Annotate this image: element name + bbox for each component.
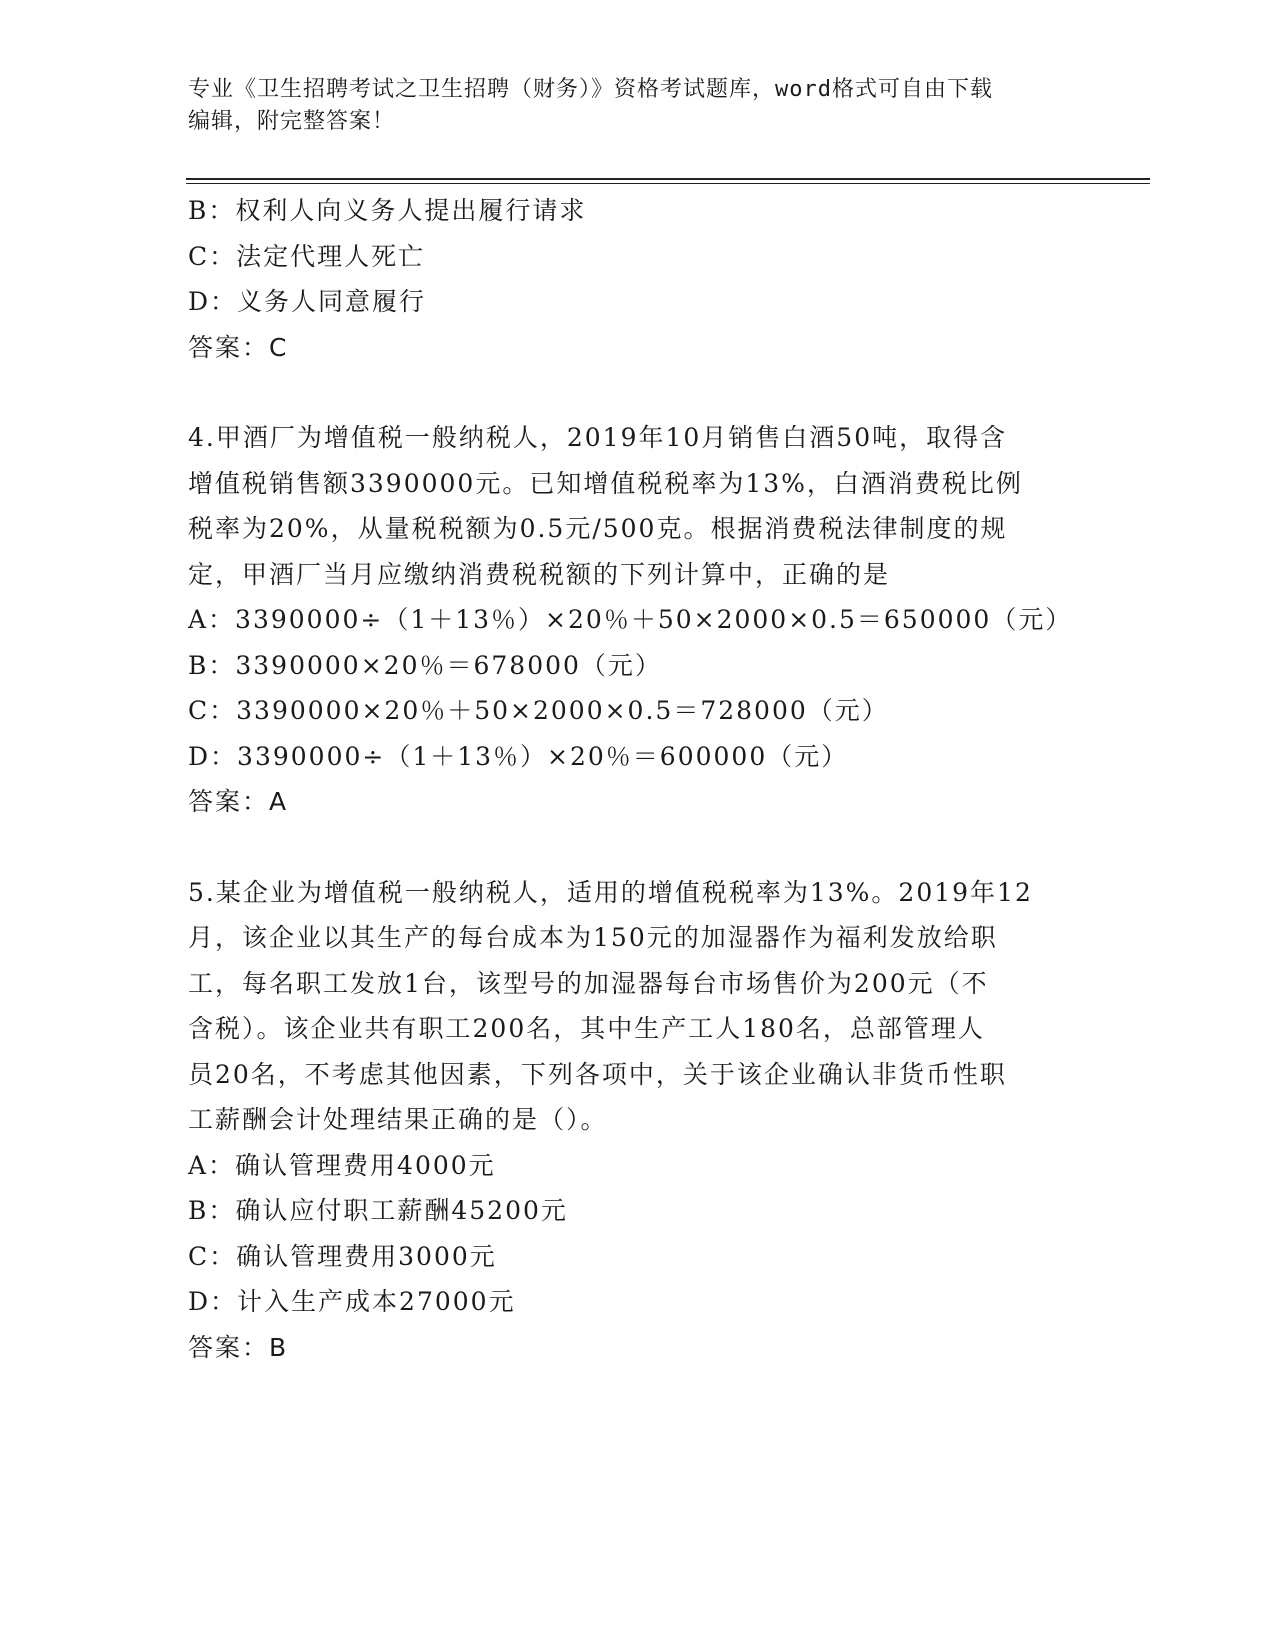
option-b: B：确认应付职工薪酬45200元 [188, 1196, 568, 1225]
option-d: D：计入生产成本27000元 [188, 1287, 516, 1316]
question-stem-line: 工，每名职工发放1台，该型号的加湿器每台市场售价为200元（不 [188, 968, 989, 998]
option-d: D：3390000÷（1＋13％）×20％＝600000（元） [188, 741, 849, 771]
document-header [188, 74, 1068, 138]
header-line-2: 编辑，附完整答案！ [188, 109, 396, 134]
question-stem-line: 含税）。该企业共有职工200名，其中生产工人180名，总部管理人 [188, 1014, 985, 1043]
option-c: C：3390000×20％＋50×2000×0.5＝728000（元） [188, 696, 889, 725]
option-b: B：权利人向义务人提出履行请求 [188, 196, 587, 225]
option-c: C：确认管理费用3000元 [188, 1241, 497, 1271]
question-stem-line: 5.某企业为增值税一般纳税人，适用的增值税税率为13%。2019年12 [188, 877, 1033, 907]
question-stem-line: 员20名，不考虑其他因素，下列各项中，关于该企业确认非货币性职 [188, 1059, 1007, 1089]
question-stem-line: 税率为20%，从量税税额为0.5元/500克。根据消费税法律制度的规 [188, 514, 1008, 543]
option-a: A：确认管理费用4000元 [188, 1150, 496, 1180]
document-body [188, 188, 1073, 1370]
option-a: A：3390000÷（1＋13％）×20％＋50×2000×0.5＝650000（元） [188, 605, 1073, 634]
header-divider-thin [186, 183, 1150, 184]
question-stem-line: 工薪酬会计处理结果正确的是（）。 [188, 1105, 608, 1134]
question-4 [188, 415, 1073, 825]
option-c: C：法定代理人死亡 [188, 241, 426, 271]
option-b: B：3390000×20％＝678000（元） [188, 650, 662, 680]
header-line-1: 专业《卫生招聘考试之卫生招聘（财务）》资格考试题库，word格式可自由下载 [188, 77, 993, 102]
question-stem-line: 4.甲酒厂为增值税一般纳税人，2019年10月销售白酒50吨，取得含 [188, 423, 1008, 452]
answer-line: 答案：A [188, 787, 289, 816]
question-stem-line: 月，该企业以其生产的每台成本为150元的加湿器作为福利发放给职 [188, 923, 998, 952]
question-stem-line: 增值税销售额3390000元。已知增值税税率为13%，白酒消费税比例 [188, 468, 1023, 498]
question-3-tail [188, 188, 1068, 370]
question-5 [188, 870, 1068, 1371]
header-divider [186, 178, 1150, 180]
question-stem-line: 定，甲酒厂当月应缴纳消费税税额的下列计算中，正确的是 [188, 559, 891, 589]
answer-line: 答案：C [188, 332, 289, 362]
option-d: D：义务人同意履行 [188, 287, 427, 316]
answer-line: 答案：B [188, 1332, 289, 1362]
